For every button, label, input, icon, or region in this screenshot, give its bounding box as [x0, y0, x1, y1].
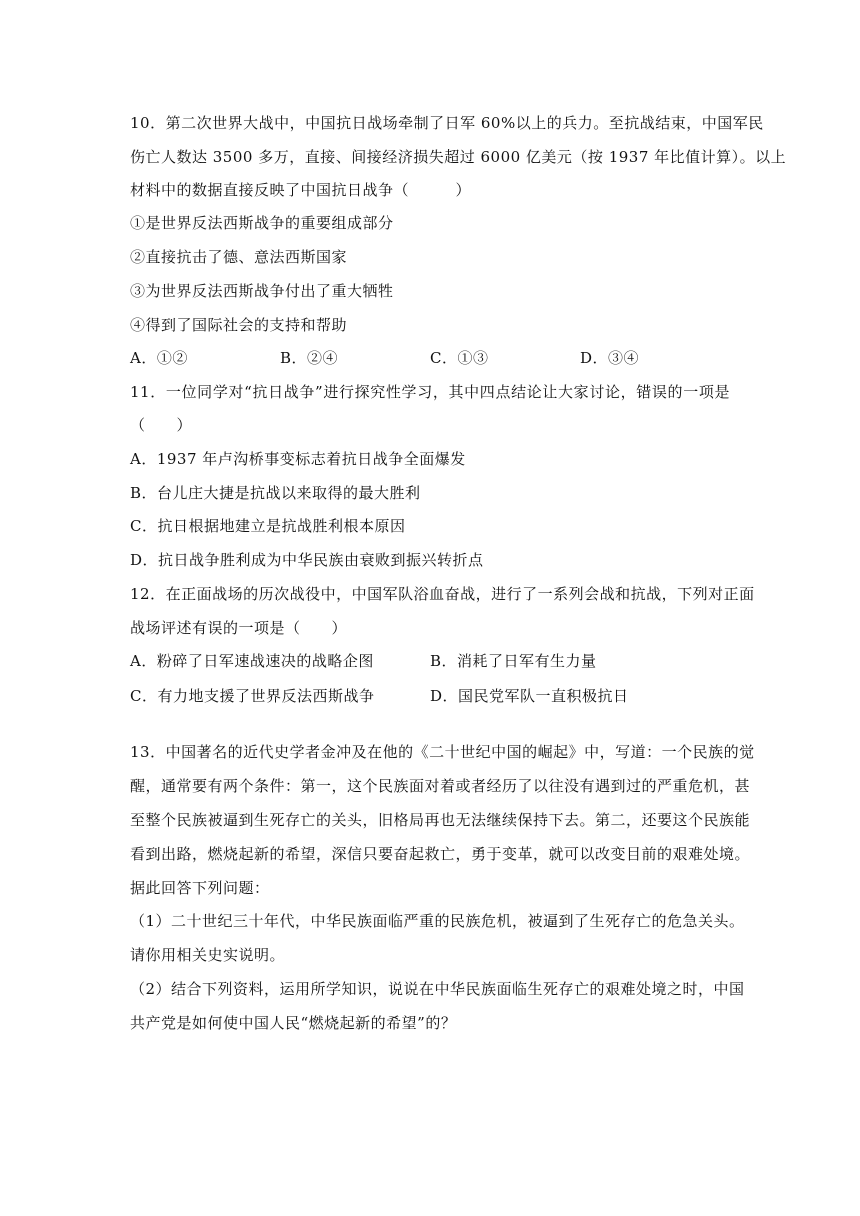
q12-option-d[interactable]: D．国民党军队一直积极抗日: [430, 687, 629, 705]
q12-stem-line: 战场评述有误的一项是（ ）: [130, 619, 348, 637]
q10-item: ②直接抗击了德、意法西斯国家: [130, 248, 348, 266]
q13-subquestion-2: （2）结合下列资料，运用所学知识，说说在中华民族面临生死存亡的艰难处境之时，中国: [130, 980, 745, 998]
q11-option-b[interactable]: B．台儿庄大捷是抗战以来取得的最大胜利: [130, 484, 421, 502]
q13-subquestion-1: （1）二十世纪三十年代，中华民族面临严重的民族危机，被逼到了生死存亡的危急关头。: [130, 912, 745, 930]
q10-item: ③为世界反法西斯战争付出了重大牺牲: [130, 282, 394, 300]
q13-subquestion-1: 请你用相关史实说明。: [130, 946, 286, 964]
q13-stem-line: 至整个民族被逼到生死存亡的关头，旧格局再也无法继续保持下去。第二，还要这个民族能: [130, 811, 751, 829]
q11-option-d[interactable]: D．抗日战争胜利成为中华民族由衰败到振兴转折点: [130, 551, 484, 569]
q10-option-c[interactable]: C．①③: [430, 349, 489, 367]
q13-stem-line: 醒，通常要有两个条件：第一，这个民族面对着或者经历了以往没有遇到过的严重危机，甚: [130, 777, 751, 795]
q12-option-a[interactable]: A．粉碎了日军速战速决的战略企图: [130, 652, 374, 670]
q11-option-c[interactable]: C．抗日根据地建立是抗战胜利根本原因: [130, 517, 406, 535]
q10-item: ①是世界反法西斯战争的重要组成部分: [130, 214, 394, 232]
q13-stem-line: 13．中国著名的近代史学者金冲及在他的《二十世纪中国的崛起》中，写道：一个民族的觉: [130, 743, 755, 761]
q10-stem-line: 材料中的数据直接反映了中国抗日战争（ ）: [130, 181, 472, 199]
q12-stem-line: 12．在正面战场的历次战役中，中国军队浴血奋战，进行了一系列会战和抗战，下列对正面: [130, 585, 755, 603]
q12-option-c[interactable]: C．有力地支援了世界反法西斯战争: [130, 687, 375, 705]
q13-subquestion-2: 共产党是如何使中国人民“燃烧起新的希望”的？: [130, 1014, 457, 1032]
q13-stem-line: 看到出路，燃烧起新的希望，深信只要奋起救亡，勇于变革，就可以改变目前的艰难处境。: [130, 845, 751, 863]
q10-option-a[interactable]: A．①②: [130, 349, 188, 367]
q10-stem-line: 伤亡人数达 3500 多万，直接、间接经济损失超过 6000 亿美元（按 1937 年比值计算）。以上: [130, 148, 787, 166]
q10-option-b[interactable]: B．②④: [280, 349, 339, 367]
q10-item: ④得到了国际社会的支持和帮助: [130, 316, 348, 334]
q10-stem-line: 10．第二次世界大战中，中国抗日战场牵制了日军 60%以上的兵力。至抗战结束，中国军民: [130, 114, 764, 132]
q11-stem-line: 11．一位同学对“抗日战争”进行探究性学习，其中四点结论让大家讨论，错误的一项是: [130, 383, 730, 401]
q10-option-d[interactable]: D．③④: [580, 349, 640, 367]
q11-option-a[interactable]: A．1937 年卢沟桥事变标志着抗日战争全面爆发: [130, 450, 466, 468]
q11-stem-line: （ ）: [130, 416, 193, 434]
q12-option-b[interactable]: B．消耗了日军有生力量: [430, 652, 597, 670]
q13-stem-line: 据此回答下列问题：: [130, 879, 270, 897]
